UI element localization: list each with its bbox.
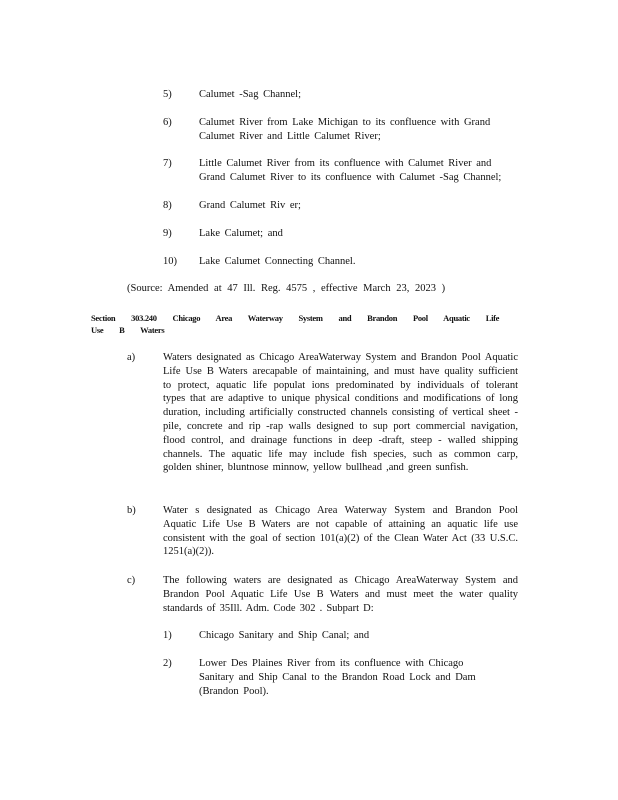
list-item-number: 1): [163, 630, 172, 641]
list-item-number: 2): [163, 658, 172, 669]
list-item-text: Grand Calumet Riv er;: [199, 200, 301, 211]
list-item-text: Lower Des Plaines River from its confluence with Chicago Sanitary and Ship Canal to the Brandon Road Lock and Dam (Brandon Pool).: [199, 658, 476, 697]
list-item-text: Calumet River from Lake Michigan to its confluence with Grand Calumet River and Little Calumet River;: [199, 117, 491, 142]
list-item-text: Lake Calumet; and: [199, 228, 283, 239]
list-item-text: Lake Calumet Connecting Channel.: [199, 256, 356, 267]
list-item-text: Little Calumet River from its confluence with Calumet River and Grand Calumet River to its confluence with Calumet -Sag Channel;: [199, 158, 502, 183]
paragraph-label: a): [127, 352, 136, 363]
section-heading: Section 303.240 Chicago Area Waterway System and Brandon Pool Aquatic Life Use B Waters: [91, 313, 500, 335]
list-item-text: Calumet -Sag Channel;: [199, 89, 301, 100]
list-item-number: 5): [163, 89, 172, 100]
paragraph-label: c): [127, 575, 136, 586]
list-item-number: 7): [163, 158, 172, 169]
list-item-number: 10): [163, 256, 177, 267]
source-note: (Source: Amended at 47 Ill. Reg. 4575 , effective March 23, 2023 ): [127, 283, 446, 294]
list-item-text: Chicago Sanitary and Ship Canal; and: [199, 630, 370, 641]
paragraph-text: The following waters are designated as Chicago AreaWaterway System and Brandon Pool Aquatic Life Use B Waters and must meet the water quality standards of 35Ill. Adm. Code 302 . Subpart D:: [163, 575, 518, 614]
paragraph-label: b): [127, 505, 136, 516]
paragraph-text: Waters designated as Chicago AreaWaterway System and Brandon Pool Aquatic Life Use B Waters arecapable of maintaining, and must have quality sufficient to protect, aquatic life populat ions predominated by individuals of tolerant types that are adaptive to unique physical conditions and modifications of long duration, including artificially constructed channels consisting of vertical sheet -pile, concrete and rip -rap walls designed to sup port commercial navigation, flood control, and drainage functions in deep -draft, steep - walled shipping channels. The aquatic life may include fish species, such as common carp, golden shiner, bluntnose minnow, yellow bullhead ,and green sunfish.: [163, 352, 518, 474]
paragraph-text: Water s designated as Chicago Area Waterway System and Brandon Pool Aquatic Life Use B Waters are not capable of attaining an aquatic life use consistent with the goal of section 101(a)(2) of the Clean Water Act (33 U.S.C. 1251(a)(2)).: [163, 505, 518, 558]
list-item-number: 6): [163, 117, 172, 128]
list-item-number: 9): [163, 228, 172, 239]
list-item-number: 8): [163, 200, 172, 211]
